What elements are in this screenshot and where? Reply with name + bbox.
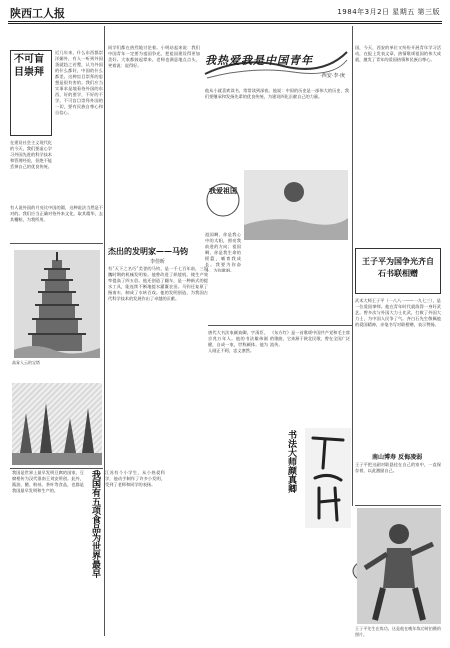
wang-zi-ping-body-2: 王子平把这副对联悬挂在自己的家中，一直保存着，以此激励自己。 [355, 462, 441, 473]
divider [355, 505, 441, 506]
paper-name: 陕西工人报 [10, 7, 65, 20]
poem-ornament-icon [205, 172, 241, 228]
column-two-text: 同学们都在热烈地讨论着。小明站起来说：我们中国青年一定要为祖国争光，把祖国建设得更加美好。大家都鼓起掌来。老师也满意地点点头，笑着说：说得好。 [108, 45, 200, 68]
column-divider [104, 26, 105, 636]
column-divider [352, 26, 353, 506]
date-line: 1984年3月2日 星期五 第三版 [337, 8, 440, 16]
yan-zhenqing-article: 唐代大书法家颜真卿，字清臣，京兆万年人。他的书法雄伟刚健，自成一家，世称颜体。他为人刚正不阿，忠义凛然。 [208, 330, 268, 353]
opinion-col-extra: 有人说外国的月亮比中国的圆，这种说法当然是不对的。我们应当正确对待外来文化，取其精华，去其糟粕，为我所用。 [10, 205, 103, 222]
calligraphy-sample [305, 428, 351, 528]
food-article-body: 我国是世界上最早发明豆腐的国家，豆腐相传为汉代淮南王刘安所创。此外，酱油、醋、粉丝、茶叶等食品，也都是我国最早发明和生产的。 [12, 470, 84, 493]
student-story-body: 江苏有个小学生，从小热爱科学，他动手制作了许多小发明，受到了老师和同学的表扬。 [105, 470, 165, 487]
inventor-article-body: 有“天下之名巧”美誉的马钧，是一千七百年前，三国魏时期的机械发明家。他曾改进了织绫机，使生产效率提高了四五倍。他还创造了翻车，是一种新式的提水工具，能连续不断地提水灌溉农田。马钧还复原了指南车，制成了水转百戏。他的发明创造，为我国古代科学技术的发展作出了卓越的贡献。 [108, 266, 208, 301]
right-top-text: 国，今天，西安的单位又纷纷开展青年学习活动，在报上发表文章，热情歌颂祖国的伟大成就，激发了青年的爱国热情和民族自尊心。 [355, 45, 441, 62]
masthead-rule-2 [8, 23, 442, 24]
pagoda-icon [14, 250, 100, 358]
trees-icon [12, 383, 102, 465]
calligraphy-strokes-icon [305, 428, 351, 528]
food-article-title: 我国有五项食品为世界最早 [90, 470, 100, 578]
poem-illustration [244, 170, 348, 240]
opinion-title-box [10, 50, 52, 136]
masthead-rule [8, 21, 442, 22]
divider [10, 243, 103, 244]
martial-artist-caption: 王子平先生在练功。这是他在晚年练功时拍摄的照片。 [355, 626, 441, 637]
divider [208, 325, 353, 326]
banner [203, 46, 349, 82]
opinion-body: 近几年来，什么东西都崇洋媚外，有人一听到外国货就趋之若鹜，认为外国的什么都好，中国的什么都差。这种盲目崇拜的思想是很有害的。我们应当实事求是地看待外国的东西，好的要学，不好的不学。不可盲目崇拜外国的一切，要有民族自尊心和自信心。 [55, 50, 103, 115]
wang-zi-ping-title: 王子平为国争光齐自石书联相赠 [362, 256, 434, 278]
photo-caption: 高耸入云的宝塔 [12, 360, 40, 365]
inventor-byline: 李佳昕 [150, 259, 166, 265]
calligraphy-title: 书法大师颜真卿 [286, 430, 296, 493]
masthead [8, 4, 442, 20]
poem-title: 我爱祖国 [209, 186, 237, 195]
couplet-subhead: 南山博寿 反侮凌弱 [372, 454, 423, 461]
opinion-body-2: 在建设社会主义现代化的今天，我们要虚心学习外国先进的科学技术和管理经验，但绝不能丢掉自己的优良传统。 [10, 140, 52, 169]
wang-zi-ping-body: 武术大师王子平（一八八一——一九七三），是一位爱国拳师。他在青年时代就练得一身好武艺。曾多次与外国大力士比武，打败了外国大力士，为中国人民争了气。齐白石先生敬佩他的爱国精神，亲笔书写对联相赠，表示赞扬。 [355, 298, 441, 327]
opinion-title: 不可盲目崇拜 [14, 54, 44, 78]
inventor-article-title: 杰出的发明家——马钧 [108, 246, 188, 256]
banner-story: 他从小就喜欢读书，常常读到深夜。他说：中国的历史是一部伟大的历史，我们要继承和发扬先辈的优良传统，为建设四化贡献自己的力量。 [205, 88, 349, 99]
banner-subline: ·西安·李·庚 [320, 73, 345, 79]
youth-figure-icon [244, 170, 348, 240]
banner-headline: 我热爱我是中国青年 [205, 54, 313, 67]
pagoda-photo [14, 250, 100, 358]
wang-zi-ping-title-box [355, 248, 441, 294]
poem-title-block [205, 172, 241, 228]
landscape-sketch [12, 383, 102, 465]
divider [10, 468, 103, 469]
east-is-red-article: 《东方红》是一首歌颂中国共产党和毛主席的歌曲，它来源于陕北民歌，曾在全国广泛流传。 [270, 330, 350, 347]
martial-artist-icon [357, 508, 441, 624]
martial-artist-photo [357, 508, 441, 624]
poem-body: 祖国啊，你是我心中的太阳，照亮我前进的方向；祖国啊，你是我生命的摇篮，哺育我成长。我要为你奋斗，为你歌唱。 [205, 232, 241, 272]
